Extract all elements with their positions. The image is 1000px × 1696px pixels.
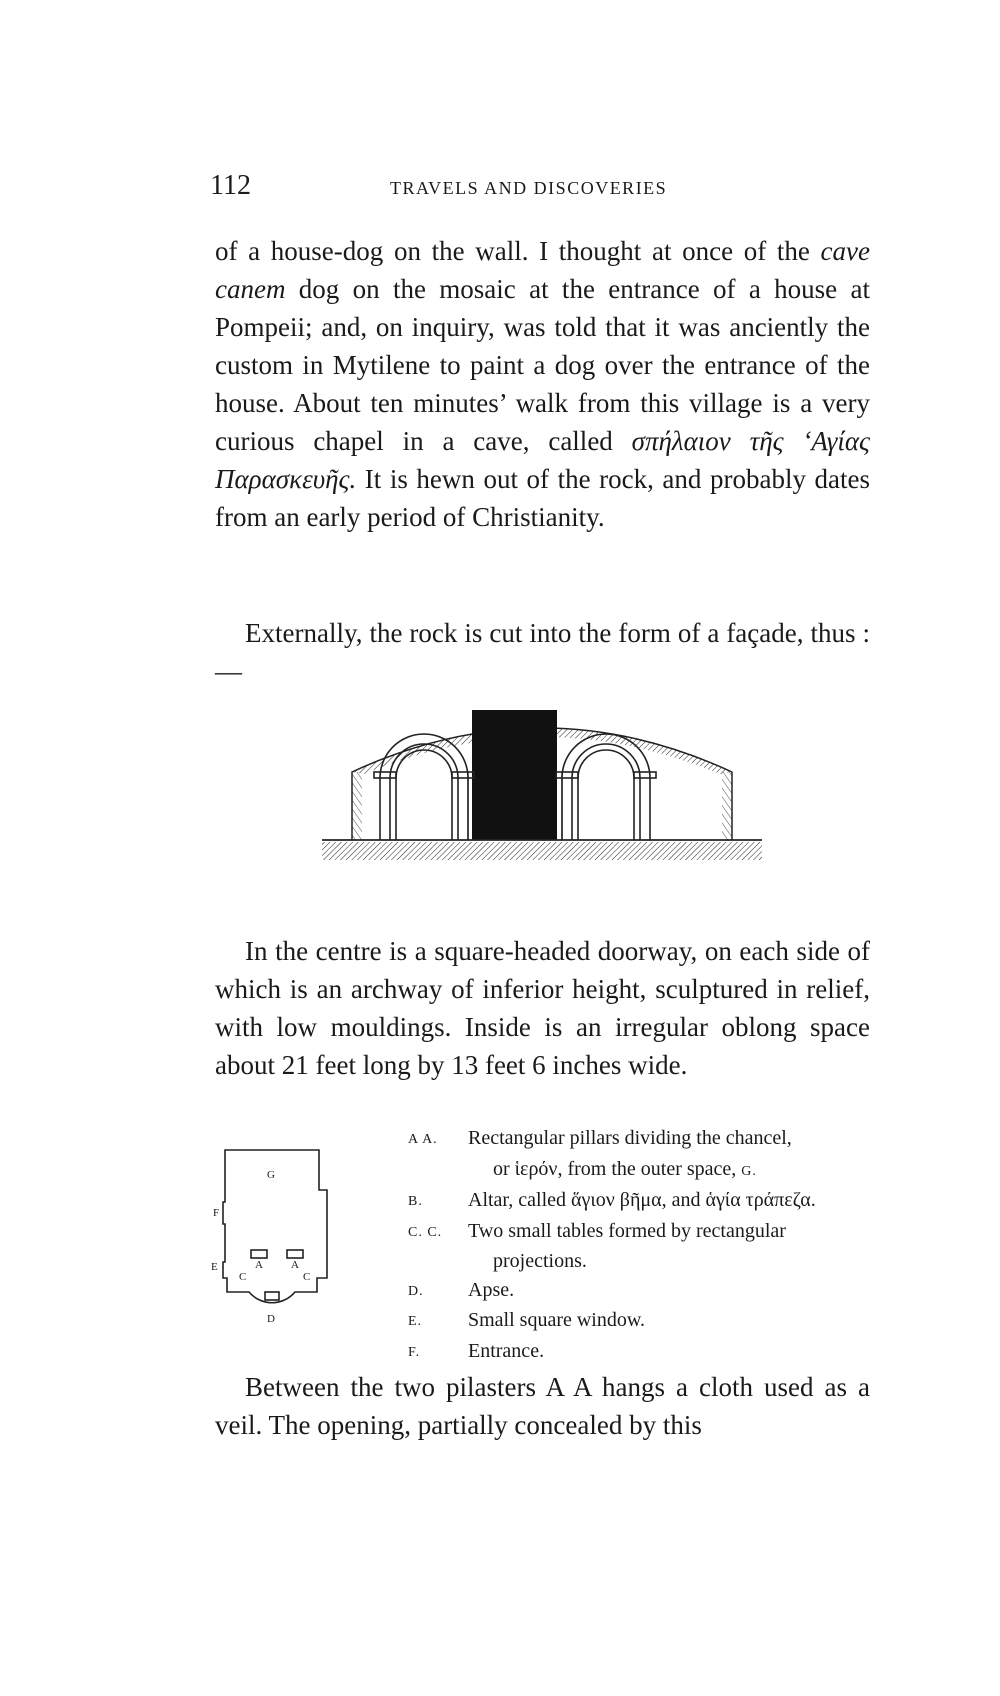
- legend-item-d: [408, 1276, 878, 1307]
- legend-key-g: G.: [741, 1163, 757, 1179]
- para2-text: Externally, the rock is cut into the form of a façade, thus :—: [215, 618, 870, 686]
- left-side-hatch: [352, 772, 362, 840]
- ground-plan-diagram: [211, 1150, 385, 1350]
- legend-key-d: D.: [408, 1283, 424, 1299]
- para1-text-1: of a house-dog on the wall. I thought at once of the: [215, 236, 821, 266]
- paragraph-3: [215, 932, 870, 1084]
- plan-label-d: D: [267, 1313, 275, 1325]
- plan-label-c2: C: [303, 1271, 311, 1283]
- pillar-a-left: [251, 1250, 267, 1258]
- paragraph-4: [215, 1368, 870, 1444]
- legend-item-aa-cont: [408, 1155, 878, 1187]
- plan-legend: [408, 1124, 878, 1367]
- paragraph-1: [215, 232, 870, 536]
- ground-hatching: [322, 842, 762, 860]
- right-side-hatch: [722, 772, 732, 840]
- legend-key-cc: C. C.: [408, 1224, 443, 1240]
- legend-key-aa: A A.: [408, 1132, 438, 1147]
- greek-chapel-name: σπήλαιον τῆς ‘Αγίας Παρασκευῆς.: [215, 426, 870, 494]
- plan-label-a1: A: [255, 1259, 263, 1271]
- legend-text-b: Altar, called ἅγιον βῆμα, and ἁγία τράπεζα.: [468, 1189, 816, 1211]
- plan-label-g: G: [267, 1169, 275, 1181]
- legend-text-f: Entrance.: [468, 1339, 545, 1362]
- legend-item-e: [408, 1306, 878, 1337]
- running-head: TRAVELS AND DISCOVERIES: [390, 178, 668, 198]
- legend-key-f: F.: [408, 1344, 421, 1360]
- paragraph-2: [215, 614, 870, 690]
- page-number: 112: [210, 170, 251, 201]
- legend-item-cc: [408, 1217, 878, 1248]
- right-arch: [556, 734, 656, 840]
- legend-item-f: [408, 1337, 878, 1368]
- legend-text-cc-cont: projections.: [493, 1250, 587, 1272]
- facade-illustration: [322, 714, 762, 910]
- legend-key-e: E.: [408, 1314, 423, 1329]
- altar-d: [265, 1292, 279, 1300]
- plan-label-c1: C: [239, 1271, 247, 1283]
- legend-text-cc: Two small tables formed by rectangular: [468, 1219, 786, 1242]
- para1-text-2: dog on the mosaic at the entrance of a house at Pompeii; and, on inquiry, was told that it was anciently the custom in Mytilene to paint a dog over the entrance of the house. About ten minutes’ walk from this village is a very curious chapel in a cave, called: [215, 274, 870, 456]
- plan-label-a2: A: [291, 1259, 299, 1271]
- legend-text-aa: Rectangular pillars dividing the chancel,: [468, 1127, 792, 1149]
- doorway: [472, 710, 557, 840]
- legend-key-b: B.: [408, 1194, 423, 1209]
- para1-text-3: It is hewn out of the rock, and probably dates from an early period of Christianity.: [215, 464, 870, 532]
- left-arch: [374, 734, 474, 840]
- para1-italic-phrase: cave canem: [215, 236, 870, 304]
- pillar-a-right: [287, 1250, 303, 1258]
- plan-label-f: F: [213, 1207, 220, 1219]
- legend-item-b: [408, 1186, 878, 1217]
- legend-item-aa: [408, 1124, 878, 1155]
- plan-label-e: E: [211, 1261, 218, 1273]
- legend-text-e: Small square window.: [468, 1309, 646, 1331]
- para4-text: Between the two pilasters A A hangs a cloth used as a veil. The opening, partially concealed by this: [215, 1372, 870, 1440]
- legend-text-aa-cont: or ἱερόν, from the outer space,: [493, 1157, 737, 1180]
- page-header: [210, 170, 870, 210]
- para3-text: In the centre is a square-headed doorway, on each side of which is an archway of inferior height, sculptured in relief, with low mouldings. Inside is an irregular oblong space about 21 feet long by 13 feet 6 inches wide.: [215, 936, 870, 1080]
- legend-text-d: Apse.: [468, 1278, 515, 1301]
